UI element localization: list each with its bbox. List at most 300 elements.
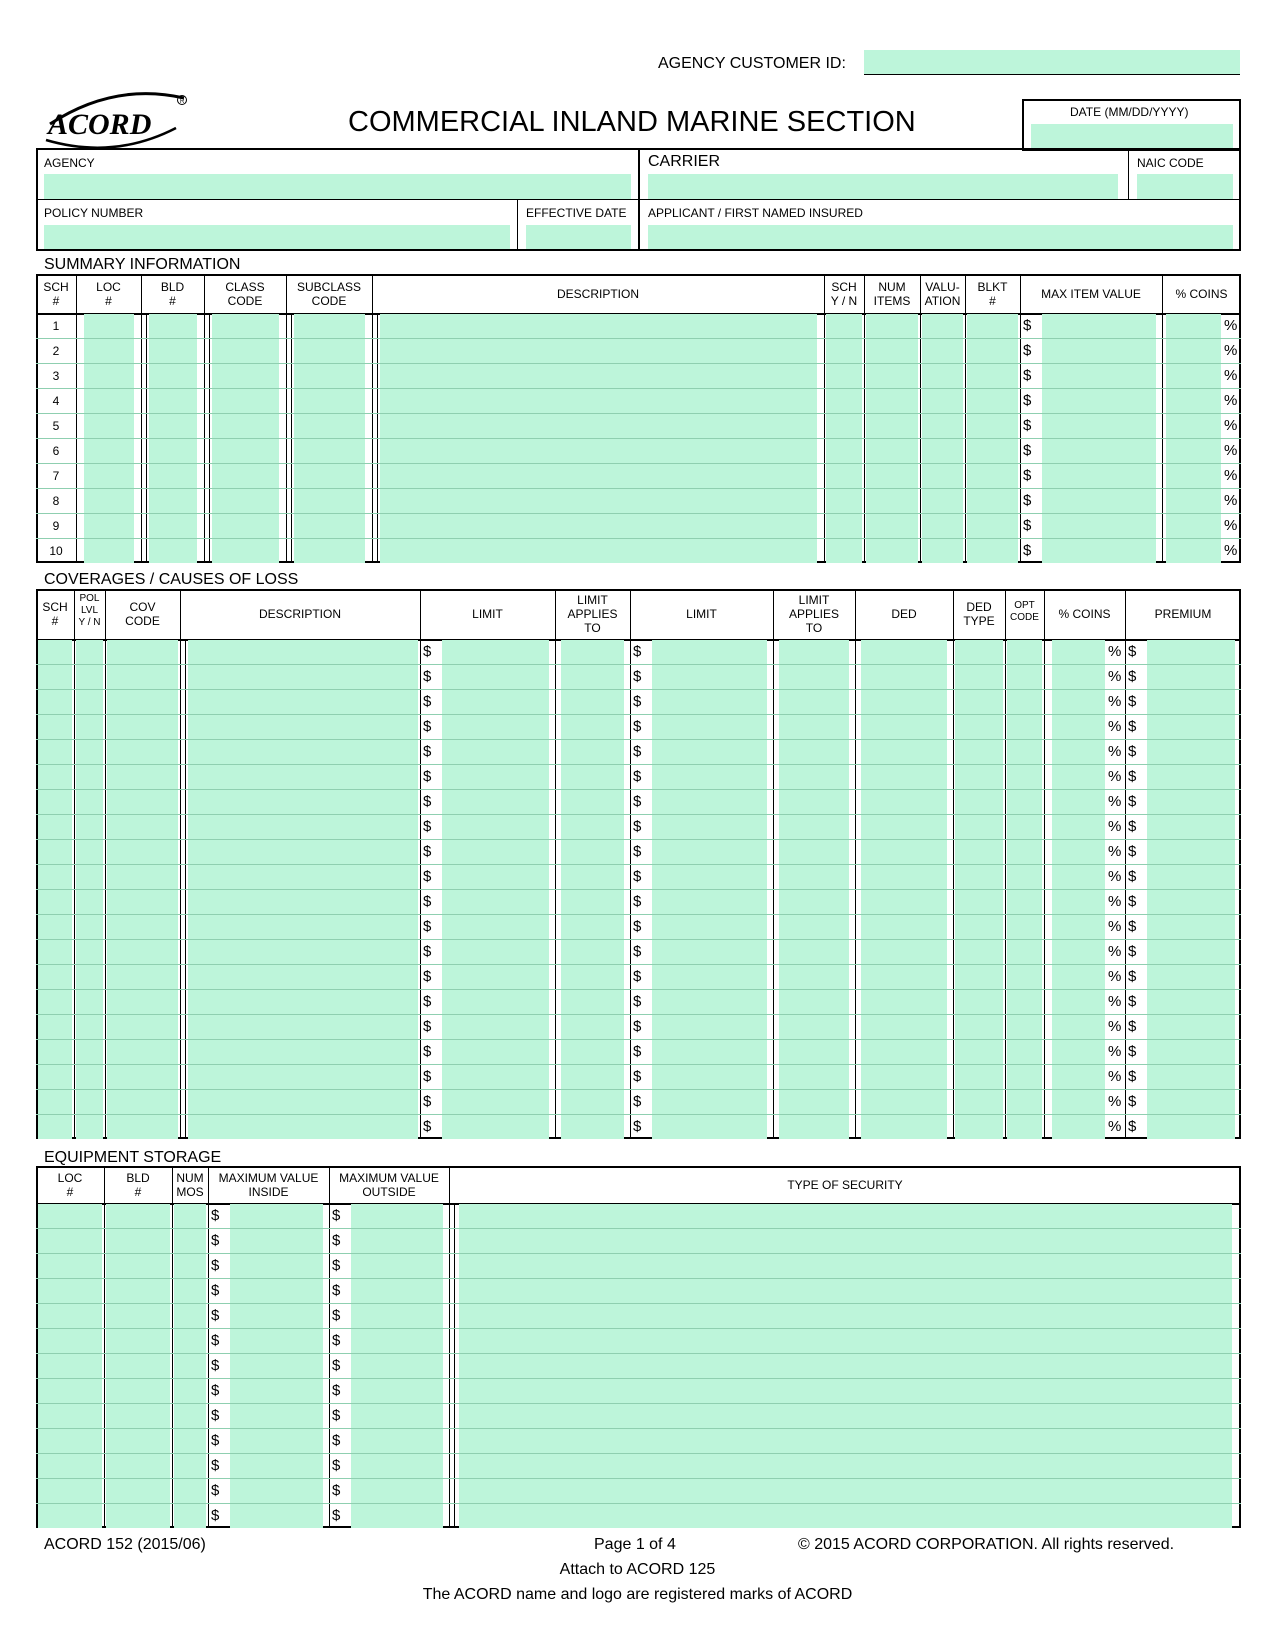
coverages-sch-field[interactable] [38, 765, 72, 789]
coverages-premium-field[interactable] [1147, 1040, 1235, 1064]
coverages-limit1-field[interactable] [442, 1115, 549, 1139]
summary-max-field[interactable] [1042, 389, 1156, 413]
coverages-premium-field[interactable] [1147, 965, 1235, 989]
effective-date-field[interactable] [526, 225, 631, 249]
equipment-bld-field[interactable] [106, 1379, 170, 1403]
summary-class-field[interactable] [212, 539, 279, 563]
summary-blkt-field[interactable] [967, 439, 1018, 463]
coverages-limit2-field[interactable] [652, 665, 767, 689]
coverages-dedtype-field[interactable] [955, 765, 1003, 789]
equipment-inside-field[interactable] [230, 1454, 323, 1478]
coverages-pol-field[interactable] [76, 965, 103, 989]
coverages-coins-field[interactable] [1052, 840, 1105, 864]
summary-loc-field[interactable] [84, 489, 134, 513]
coverages-premium-field[interactable] [1147, 990, 1235, 1014]
coverages-ded-field[interactable] [861, 1015, 947, 1039]
summary-class-field[interactable] [212, 314, 279, 338]
equipment-security-field[interactable] [459, 1354, 1232, 1378]
coverages-sch-field[interactable] [38, 965, 72, 989]
coverages-dedtype-field[interactable] [955, 690, 1003, 714]
coverages-coins-field[interactable] [1052, 740, 1105, 764]
coverages-limit2-field[interactable] [652, 890, 767, 914]
summary-coins-field[interactable] [1166, 514, 1221, 538]
coverages-pol-field[interactable] [76, 890, 103, 914]
equipment-bld-field[interactable] [106, 1404, 170, 1428]
summary-class-field[interactable] [212, 489, 279, 513]
coverages-opt-field[interactable] [1007, 915, 1042, 939]
equipment-num-field[interactable] [174, 1204, 206, 1228]
summary-coins-field[interactable] [1166, 489, 1221, 513]
coverages-limit2-field[interactable] [652, 965, 767, 989]
summary-desc-field[interactable] [380, 539, 817, 563]
agency-customer-id-field[interactable] [864, 50, 1240, 74]
summary-loc-field[interactable] [84, 464, 134, 488]
coverages-premium-field[interactable] [1147, 865, 1235, 889]
summary-class-field[interactable] [212, 514, 279, 538]
summary-subclass-field[interactable] [294, 314, 365, 338]
coverages-desc-field[interactable] [188, 1115, 418, 1139]
summary-val-field[interactable] [922, 464, 963, 488]
equipment-outside-field[interactable] [351, 1204, 443, 1228]
coverages-dedtype-field[interactable] [955, 890, 1003, 914]
summary-val-field[interactable] [922, 314, 963, 338]
coverages-sch-field[interactable] [38, 1090, 72, 1114]
equipment-outside-field[interactable] [351, 1329, 443, 1353]
equipment-security-field[interactable] [459, 1229, 1232, 1253]
coverages-applies1-field[interactable] [561, 715, 624, 739]
equipment-bld-field[interactable] [106, 1454, 170, 1478]
summary-bld-field[interactable] [149, 414, 197, 438]
coverages-ded-field[interactable] [861, 790, 947, 814]
summary-val-field[interactable] [922, 539, 963, 563]
equipment-inside-field[interactable] [230, 1304, 323, 1328]
equipment-bld-field[interactable] [106, 1329, 170, 1353]
coverages-sch-field[interactable] [38, 665, 72, 689]
equipment-bld-field[interactable] [106, 1354, 170, 1378]
coverages-applies2-field[interactable] [779, 690, 849, 714]
summary-subclass-field[interactable] [294, 539, 365, 563]
summary-subclass-field[interactable] [294, 439, 365, 463]
summary-blkt-field[interactable] [967, 339, 1018, 363]
policy-number-field[interactable] [44, 225, 510, 249]
summary-class-field[interactable] [212, 364, 279, 388]
coverages-opt-field[interactable] [1007, 790, 1042, 814]
coverages-coins-field[interactable] [1052, 640, 1105, 664]
summary-loc-field[interactable] [84, 389, 134, 413]
summary-blkt-field[interactable] [967, 389, 1018, 413]
summary-val-field[interactable] [922, 414, 963, 438]
coverages-dedtype-field[interactable] [955, 840, 1003, 864]
coverages-cov-field[interactable] [107, 990, 178, 1014]
coverages-pol-field[interactable] [76, 865, 103, 889]
coverages-applies1-field[interactable] [561, 690, 624, 714]
equipment-outside-field[interactable] [351, 1404, 443, 1428]
summary-loc-field[interactable] [84, 339, 134, 363]
summary-max-field[interactable] [1042, 514, 1156, 538]
coverages-applies1-field[interactable] [561, 965, 624, 989]
coverages-cov-field[interactable] [107, 915, 178, 939]
coverages-desc-field[interactable] [188, 690, 418, 714]
summary-num-field[interactable] [866, 339, 918, 363]
summary-num-field[interactable] [866, 539, 918, 563]
coverages-applies2-field[interactable] [779, 790, 849, 814]
summary-num-field[interactable] [866, 514, 918, 538]
coverages-opt-field[interactable] [1007, 815, 1042, 839]
coverages-opt-field[interactable] [1007, 990, 1042, 1014]
coverages-pol-field[interactable] [76, 1065, 103, 1089]
coverages-pol-field[interactable] [76, 1090, 103, 1114]
coverages-dedtype-field[interactable] [955, 1065, 1003, 1089]
coverages-applies2-field[interactable] [779, 990, 849, 1014]
coverages-premium-field[interactable] [1147, 915, 1235, 939]
coverages-opt-field[interactable] [1007, 965, 1042, 989]
coverages-sch-field[interactable] [38, 715, 72, 739]
coverages-limit1-field[interactable] [442, 1015, 549, 1039]
equipment-loc-field[interactable] [38, 1279, 102, 1303]
coverages-opt-field[interactable] [1007, 1090, 1042, 1114]
coverages-applies1-field[interactable] [561, 915, 624, 939]
summary-coins-field[interactable] [1166, 539, 1221, 563]
coverages-premium-field[interactable] [1147, 940, 1235, 964]
coverages-cov-field[interactable] [107, 865, 178, 889]
coverages-pol-field[interactable] [76, 640, 103, 664]
coverages-cov-field[interactable] [107, 890, 178, 914]
coverages-applies1-field[interactable] [561, 865, 624, 889]
coverages-premium-field[interactable] [1147, 815, 1235, 839]
coverages-limit2-field[interactable] [652, 690, 767, 714]
coverages-applies1-field[interactable] [561, 740, 624, 764]
coverages-premium-field[interactable] [1147, 665, 1235, 689]
coverages-applies2-field[interactable] [779, 1040, 849, 1064]
equipment-num-field[interactable] [174, 1404, 206, 1428]
equipment-num-field[interactable] [174, 1354, 206, 1378]
coverages-desc-field[interactable] [188, 840, 418, 864]
coverages-applies2-field[interactable] [779, 1090, 849, 1114]
coverages-limit2-field[interactable] [652, 865, 767, 889]
coverages-opt-field[interactable] [1007, 840, 1042, 864]
summary-schyn-field[interactable] [826, 389, 862, 413]
summary-bld-field[interactable] [149, 464, 197, 488]
coverages-premium-field[interactable] [1147, 1015, 1235, 1039]
coverages-sch-field[interactable] [38, 915, 72, 939]
coverages-coins-field[interactable] [1052, 940, 1105, 964]
coverages-pol-field[interactable] [76, 715, 103, 739]
summary-max-field[interactable] [1042, 314, 1156, 338]
coverages-dedtype-field[interactable] [955, 915, 1003, 939]
coverages-cov-field[interactable] [107, 1115, 178, 1139]
summary-schyn-field[interactable] [826, 539, 862, 563]
coverages-sch-field[interactable] [38, 1065, 72, 1089]
coverages-cov-field[interactable] [107, 665, 178, 689]
coverages-applies2-field[interactable] [779, 1015, 849, 1039]
equipment-outside-field[interactable] [351, 1504, 443, 1528]
coverages-coins-field[interactable] [1052, 865, 1105, 889]
coverages-sch-field[interactable] [38, 815, 72, 839]
coverages-opt-field[interactable] [1007, 890, 1042, 914]
equipment-outside-field[interactable] [351, 1279, 443, 1303]
coverages-limit2-field[interactable] [652, 915, 767, 939]
equipment-bld-field[interactable] [106, 1279, 170, 1303]
summary-schyn-field[interactable] [826, 514, 862, 538]
coverages-desc-field[interactable] [188, 915, 418, 939]
coverages-limit2-field[interactable] [652, 640, 767, 664]
equipment-inside-field[interactable] [230, 1229, 323, 1253]
summary-loc-field[interactable] [84, 364, 134, 388]
summary-num-field[interactable] [866, 489, 918, 513]
equipment-num-field[interactable] [174, 1454, 206, 1478]
coverages-opt-field[interactable] [1007, 765, 1042, 789]
coverages-sch-field[interactable] [38, 690, 72, 714]
coverages-pol-field[interactable] [76, 665, 103, 689]
coverages-applies2-field[interactable] [779, 815, 849, 839]
summary-loc-field[interactable] [84, 414, 134, 438]
coverages-desc-field[interactable] [188, 715, 418, 739]
coverages-limit1-field[interactable] [442, 790, 549, 814]
coverages-limit1-field[interactable] [442, 640, 549, 664]
coverages-cov-field[interactable] [107, 715, 178, 739]
coverages-opt-field[interactable] [1007, 1115, 1042, 1139]
equipment-bld-field[interactable] [106, 1479, 170, 1503]
coverages-ded-field[interactable] [861, 940, 947, 964]
equipment-outside-field[interactable] [351, 1379, 443, 1403]
coverages-coins-field[interactable] [1052, 1090, 1105, 1114]
summary-bld-field[interactable] [149, 439, 197, 463]
summary-schyn-field[interactable] [826, 489, 862, 513]
coverages-applies2-field[interactable] [779, 915, 849, 939]
summary-schyn-field[interactable] [826, 464, 862, 488]
coverages-ded-field[interactable] [861, 640, 947, 664]
summary-subclass-field[interactable] [294, 514, 365, 538]
coverages-opt-field[interactable] [1007, 715, 1042, 739]
coverages-applies1-field[interactable] [561, 790, 624, 814]
coverages-dedtype-field[interactable] [955, 740, 1003, 764]
summary-max-field[interactable] [1042, 439, 1156, 463]
coverages-opt-field[interactable] [1007, 1040, 1042, 1064]
coverages-coins-field[interactable] [1052, 915, 1105, 939]
coverages-ded-field[interactable] [861, 890, 947, 914]
summary-max-field[interactable] [1042, 414, 1156, 438]
summary-max-field[interactable] [1042, 364, 1156, 388]
equipment-security-field[interactable] [459, 1404, 1232, 1428]
coverages-ded-field[interactable] [861, 1040, 947, 1064]
coverages-cov-field[interactable] [107, 740, 178, 764]
summary-class-field[interactable] [212, 389, 279, 413]
equipment-outside-field[interactable] [351, 1479, 443, 1503]
equipment-num-field[interactable] [174, 1229, 206, 1253]
coverages-dedtype-field[interactable] [955, 1040, 1003, 1064]
coverages-limit1-field[interactable] [442, 840, 549, 864]
coverages-limit2-field[interactable] [652, 1115, 767, 1139]
equipment-outside-field[interactable] [351, 1429, 443, 1453]
equipment-security-field[interactable] [459, 1479, 1232, 1503]
coverages-applies1-field[interactable] [561, 1040, 624, 1064]
coverages-limit1-field[interactable] [442, 890, 549, 914]
coverages-applies2-field[interactable] [779, 865, 849, 889]
coverages-applies1-field[interactable] [561, 1065, 624, 1089]
coverages-pol-field[interactable] [76, 1115, 103, 1139]
coverages-applies2-field[interactable] [779, 665, 849, 689]
coverages-coins-field[interactable] [1052, 1115, 1105, 1139]
coverages-dedtype-field[interactable] [955, 640, 1003, 664]
coverages-ded-field[interactable] [861, 865, 947, 889]
summary-loc-field[interactable] [84, 439, 134, 463]
coverages-desc-field[interactable] [188, 815, 418, 839]
coverages-desc-field[interactable] [188, 1040, 418, 1064]
summary-coins-field[interactable] [1166, 464, 1221, 488]
coverages-ded-field[interactable] [861, 740, 947, 764]
summary-subclass-field[interactable] [294, 389, 365, 413]
summary-desc-field[interactable] [380, 364, 817, 388]
equipment-num-field[interactable] [174, 1479, 206, 1503]
coverages-applies1-field[interactable] [561, 1090, 624, 1114]
coverages-sch-field[interactable] [38, 1015, 72, 1039]
coverages-applies1-field[interactable] [561, 765, 624, 789]
summary-blkt-field[interactable] [967, 364, 1018, 388]
coverages-desc-field[interactable] [188, 940, 418, 964]
coverages-opt-field[interactable] [1007, 740, 1042, 764]
summary-class-field[interactable] [212, 339, 279, 363]
summary-desc-field[interactable] [380, 314, 817, 338]
coverages-sch-field[interactable] [38, 940, 72, 964]
equipment-num-field[interactable] [174, 1504, 206, 1528]
equipment-outside-field[interactable] [351, 1254, 443, 1278]
equipment-bld-field[interactable] [106, 1229, 170, 1253]
summary-blkt-field[interactable] [967, 489, 1018, 513]
coverages-dedtype-field[interactable] [955, 665, 1003, 689]
equipment-security-field[interactable] [459, 1429, 1232, 1453]
summary-bld-field[interactable] [149, 314, 197, 338]
coverages-cov-field[interactable] [107, 1090, 178, 1114]
summary-blkt-field[interactable] [967, 314, 1018, 338]
coverages-limit2-field[interactable] [652, 840, 767, 864]
coverages-applies2-field[interactable] [779, 940, 849, 964]
equipment-num-field[interactable] [174, 1379, 206, 1403]
summary-desc-field[interactable] [380, 514, 817, 538]
summary-class-field[interactable] [212, 414, 279, 438]
coverages-cov-field[interactable] [107, 765, 178, 789]
coverages-desc-field[interactable] [188, 890, 418, 914]
equipment-loc-field[interactable] [38, 1429, 102, 1453]
coverages-sch-field[interactable] [38, 840, 72, 864]
coverages-premium-field[interactable] [1147, 1065, 1235, 1089]
coverages-cov-field[interactable] [107, 1040, 178, 1064]
equipment-bld-field[interactable] [106, 1429, 170, 1453]
coverages-dedtype-field[interactable] [955, 815, 1003, 839]
coverages-limit2-field[interactable] [652, 715, 767, 739]
equipment-inside-field[interactable] [230, 1504, 323, 1528]
coverages-ded-field[interactable] [861, 840, 947, 864]
summary-blkt-field[interactable] [967, 464, 1018, 488]
coverages-sch-field[interactable] [38, 990, 72, 1014]
summary-coins-field[interactable] [1166, 314, 1221, 338]
coverages-premium-field[interactable] [1147, 740, 1235, 764]
coverages-applies2-field[interactable] [779, 765, 849, 789]
coverages-pol-field[interactable] [76, 690, 103, 714]
summary-val-field[interactable] [922, 514, 963, 538]
summary-desc-field[interactable] [380, 439, 817, 463]
equipment-loc-field[interactable] [38, 1329, 102, 1353]
equipment-loc-field[interactable] [38, 1304, 102, 1328]
equipment-security-field[interactable] [459, 1379, 1232, 1403]
summary-bld-field[interactable] [149, 514, 197, 538]
coverages-opt-field[interactable] [1007, 1015, 1042, 1039]
summary-val-field[interactable] [922, 389, 963, 413]
coverages-applies1-field[interactable] [561, 840, 624, 864]
coverages-pol-field[interactable] [76, 990, 103, 1014]
equipment-loc-field[interactable] [38, 1254, 102, 1278]
coverages-cov-field[interactable] [107, 640, 178, 664]
coverages-desc-field[interactable] [188, 865, 418, 889]
coverages-limit1-field[interactable] [442, 715, 549, 739]
coverages-opt-field[interactable] [1007, 940, 1042, 964]
coverages-coins-field[interactable] [1052, 890, 1105, 914]
coverages-limit2-field[interactable] [652, 815, 767, 839]
summary-subclass-field[interactable] [294, 364, 365, 388]
coverages-applies1-field[interactable] [561, 1015, 624, 1039]
summary-loc-field[interactable] [84, 514, 134, 538]
equipment-inside-field[interactable] [230, 1379, 323, 1403]
coverages-applies1-field[interactable] [561, 890, 624, 914]
coverages-premium-field[interactable] [1147, 765, 1235, 789]
equipment-num-field[interactable] [174, 1254, 206, 1278]
coverages-cov-field[interactable] [107, 940, 178, 964]
coverages-premium-field[interactable] [1147, 690, 1235, 714]
coverages-applies1-field[interactable] [561, 640, 624, 664]
naic-code-field[interactable] [1137, 174, 1233, 199]
equipment-loc-field[interactable] [38, 1229, 102, 1253]
coverages-sch-field[interactable] [38, 890, 72, 914]
coverages-desc-field[interactable] [188, 665, 418, 689]
coverages-ded-field[interactable] [861, 665, 947, 689]
summary-schyn-field[interactable] [826, 414, 862, 438]
coverages-limit1-field[interactable] [442, 765, 549, 789]
coverages-pol-field[interactable] [76, 1040, 103, 1064]
coverages-limit1-field[interactable] [442, 1040, 549, 1064]
coverages-dedtype-field[interactable] [955, 940, 1003, 964]
applicant-field[interactable] [648, 225, 1233, 249]
summary-bld-field[interactable] [149, 389, 197, 413]
summary-val-field[interactable] [922, 489, 963, 513]
coverages-limit2-field[interactable] [652, 790, 767, 814]
equipment-num-field[interactable] [174, 1329, 206, 1353]
summary-max-field[interactable] [1042, 464, 1156, 488]
coverages-pol-field[interactable] [76, 915, 103, 939]
equipment-inside-field[interactable] [230, 1354, 323, 1378]
coverages-limit2-field[interactable] [652, 1040, 767, 1064]
summary-bld-field[interactable] [149, 339, 197, 363]
equipment-security-field[interactable] [459, 1504, 1232, 1528]
coverages-dedtype-field[interactable] [955, 1015, 1003, 1039]
coverages-desc-field[interactable] [188, 640, 418, 664]
coverages-coins-field[interactable] [1052, 765, 1105, 789]
coverages-coins-field[interactable] [1052, 815, 1105, 839]
coverages-desc-field[interactable] [188, 1015, 418, 1039]
summary-desc-field[interactable] [380, 464, 817, 488]
coverages-coins-field[interactable] [1052, 990, 1105, 1014]
summary-coins-field[interactable] [1166, 339, 1221, 363]
coverages-desc-field[interactable] [188, 965, 418, 989]
coverages-limit1-field[interactable] [442, 940, 549, 964]
coverages-coins-field[interactable] [1052, 690, 1105, 714]
coverages-cov-field[interactable] [107, 790, 178, 814]
coverages-applies1-field[interactable] [561, 815, 624, 839]
coverages-applies1-field[interactable] [561, 940, 624, 964]
coverages-applies1-field[interactable] [561, 1115, 624, 1139]
equipment-outside-field[interactable] [351, 1304, 443, 1328]
coverages-coins-field[interactable] [1052, 665, 1105, 689]
equipment-num-field[interactable] [174, 1429, 206, 1453]
summary-subclass-field[interactable] [294, 464, 365, 488]
